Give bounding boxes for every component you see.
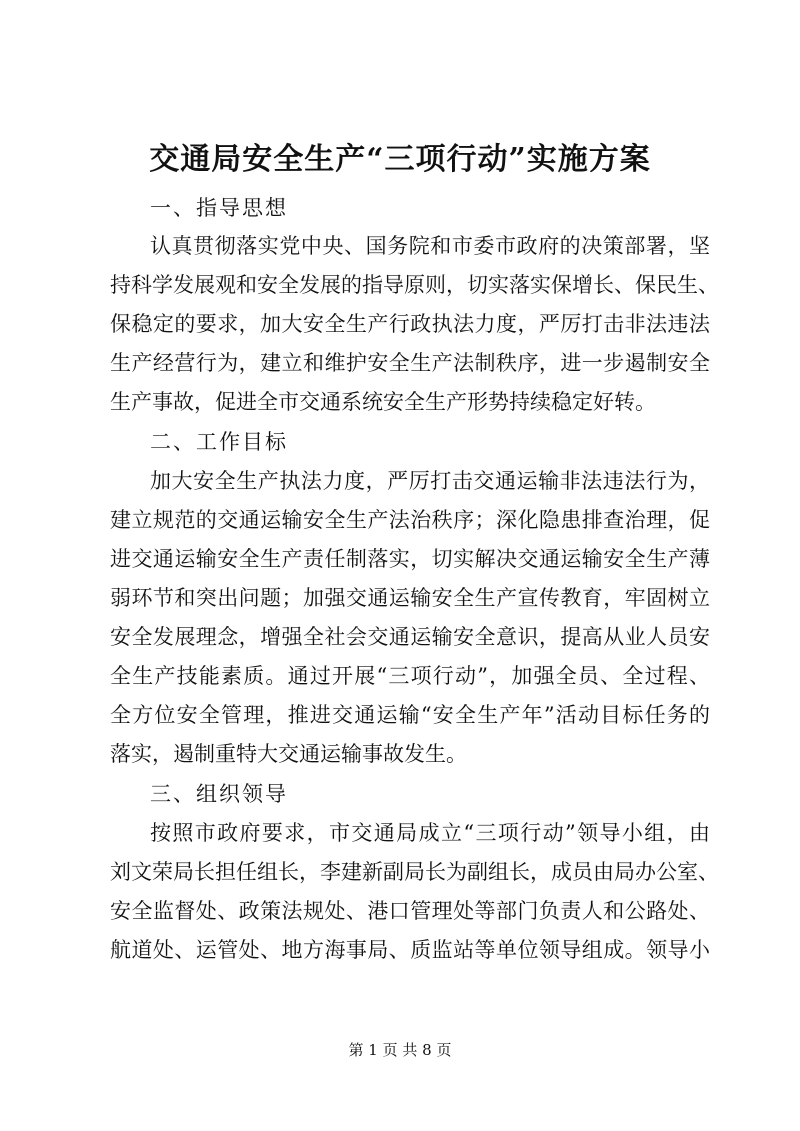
- paragraph-line: 安全监督处、政策法规处、港口管理处等部门负责人和公路处、: [110, 899, 710, 923]
- paragraph-line: 全方位安全管理，推进交通运输“安全生产年”活动目标任务的: [110, 703, 710, 727]
- paragraph-line: 安全发展理念，增强全社会交通运输安全意识，提高从业人员安: [110, 625, 710, 649]
- paragraph-line: 按照市政府要求，市交通局成立“三项行动”领导小组，由: [150, 821, 710, 845]
- paragraph-line: 持科学发展观和安全发展的指导原则，切实落实保增长、保民生、: [110, 273, 719, 297]
- paragraph-line: 生产事故，促进全市交通系统安全生产形势持续稳定好转。: [110, 390, 656, 414]
- paragraph-line: 认真贯彻落实党中央、国务院和市委市政府的决策部署，坚: [150, 234, 710, 258]
- paragraph-line: 航道处、运管处、地方海事局、质监站等单位领导组成。领导小: [110, 938, 710, 962]
- paragraph-line: 弱环节和突出问题；加强交通运输安全生产宣传教育，牢固树立: [110, 586, 710, 610]
- paragraph-line: 加大安全生产执法力度，严厉打击交通运输非法违法行为，: [150, 469, 710, 493]
- section-heading-organization: 三、组织领导: [150, 782, 288, 806]
- paragraph-line: 全生产技能素质。通过开展“三项行动”，加强全员、全过程、: [110, 664, 710, 688]
- section-heading-guiding-ideology: 一、指导思想: [150, 196, 288, 220]
- document-title: 交通局安全生产“三项行动”实施方案: [149, 142, 651, 177]
- paragraph-line: 保稳定的要求，加大安全生产行政执法力度，严厉打击非法违法: [110, 312, 710, 336]
- page-footer: 第 1 页 共 8 页: [348, 1041, 452, 1059]
- paragraph-line: 落实，遏制重特大交通运输事故发生。: [110, 742, 467, 766]
- paragraph-line: 生产经营行为，建立和维护安全生产法制秩序，进一步遏制安全: [110, 351, 710, 375]
- paragraph-line: 建立规范的交通运输安全生产法治秩序；深化隐患排查治理，促: [110, 508, 710, 532]
- section-heading-work-goals: 二、工作目标: [150, 430, 288, 454]
- paragraph-line: 刘文荣局长担任组长，李建新副局长为副组长，成员由局办公室、: [110, 860, 719, 884]
- paragraph-line: 进交通运输安全生产责任制落实，切实解决交通运输安全生产薄: [110, 547, 710, 571]
